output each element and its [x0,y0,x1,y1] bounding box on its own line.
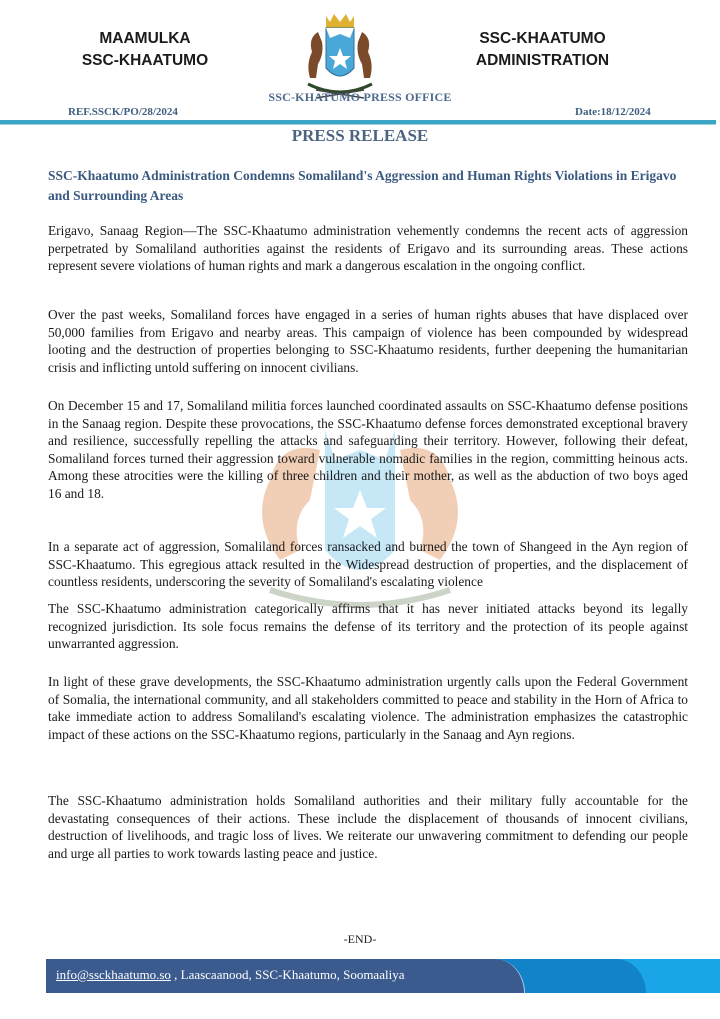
footer-bar [46,959,720,993]
end-marker: -END- [343,932,377,946]
paragraph-6: In light of these grave developments, the SSC-Khaatumo administration urgently calls upon the Federal Government of Somalia, the international community, and all stakeholders committed to peace and stability in the Horn of Africa to take immediate action to address Somaliland's escalating violence. The administration emphasizes the catastrophic impact of these actions on the SSC-Khaatumo regions, particularly in the Sanaag and Ayn regions. [48,674,688,742]
paragraph-4: In a separate act of aggression, Somaliland forces ransacked and burned the town of Shangeed in the Ayn region of SSC-Khaatumo. This egregious attack resulted in the Widespread destruction of properties, and the displacement of countless residents, underscoring the severity of Somaliland's escalating violence [48,539,688,590]
reference-number: REF.SSCK/PO/28/2024 [68,106,178,118]
letterhead-left-line2: SSC-KHAATUMO [81,52,209,69]
document-date: Date:18/12/2024 [575,106,651,118]
letterhead-right-line1: SSC-KHAATUMO [479,30,606,47]
document-type-title: PRESS RELEASE [291,126,429,145]
paragraph-7: The SSC-Khaatumo administration holds Somaliland authorities and their military fully accountable for the devastating consequences of their actions. These include the displacement of thousands of innocent civilians, destruction of livelihoods, and tragic loss of lives. We reiterate our unwavering commitment to defending our people and urge all parties to work towards lasting peace and justice. [48,793,688,861]
paragraph-5: The SSC-Khaatumo administration categorically affirms that it has never initiated attacks beyond its legally recognized jurisdiction. Its sole focus remains the defense of its territory and the protection of its people against unwarranted aggression. [48,601,688,652]
paragraph-3: On December 15 and 17, Somaliland militia forces launched coordinated assaults on SSC-Khaatumo defense positions in the Sanaag region. Despite these provocations, the SSC-Khaatumo defense forces demonstrated exceptional bravery and resilience, successfully repelling the attacks and safeguarding their territory. However, following their defeat, Somaliland forces turned their aggression toward vulnerable nomadic families in the region, committing heinous acts. Among these atrocities were the killing of three children and their mother, as well as the abduction of two boys aged 16 and 18. [48,398,688,501]
footer-address: , Laascaanood, SSC-Khaatumo, Soomaaliya [170,967,405,982]
press-office-label: SSC-KHATUMO PRESS OFFICE [268,90,452,104]
paragraph-2: Over the past weeks, Somaliland forces have engaged in a series of human rights abuses that have displaced over 50,000 families from Erigavo and nearby areas. This campaign of violence has been compounded by widespread looting and the destruction of properties belonging to SSC-Khaatumo residents, further deepening the humanitarian crisis and inflicting untold suffering on innocent civilians. [48,307,688,375]
letterhead-left [60,28,230,72]
letterhead-left-line1: MAAMULKA [99,30,191,47]
letterhead-right-line2: ADMINISTRATION [475,52,610,69]
header-divider [0,120,716,125]
footer-contact [56,967,404,983]
paragraph-1: Erigavo, Sanaag Region—The SSC-Khaatumo administration vehemently condemns the recent acts of aggression perpetrated by Somaliland authorities against the residents of Erigavo and its surrounding areas. These actions represent severe violations of human rights and mark a dangerous escalation in the ongoing conflict. [48,223,688,274]
headline: SSC-Khaatumo Administration Condemns Somaliland's Aggression and Human Rights Violations in Erigavo and Surrounding Areas [48,168,677,203]
footer-email-link[interactable]: info@ssckhaatumo.so [56,967,171,982]
letterhead-right [470,28,615,72]
